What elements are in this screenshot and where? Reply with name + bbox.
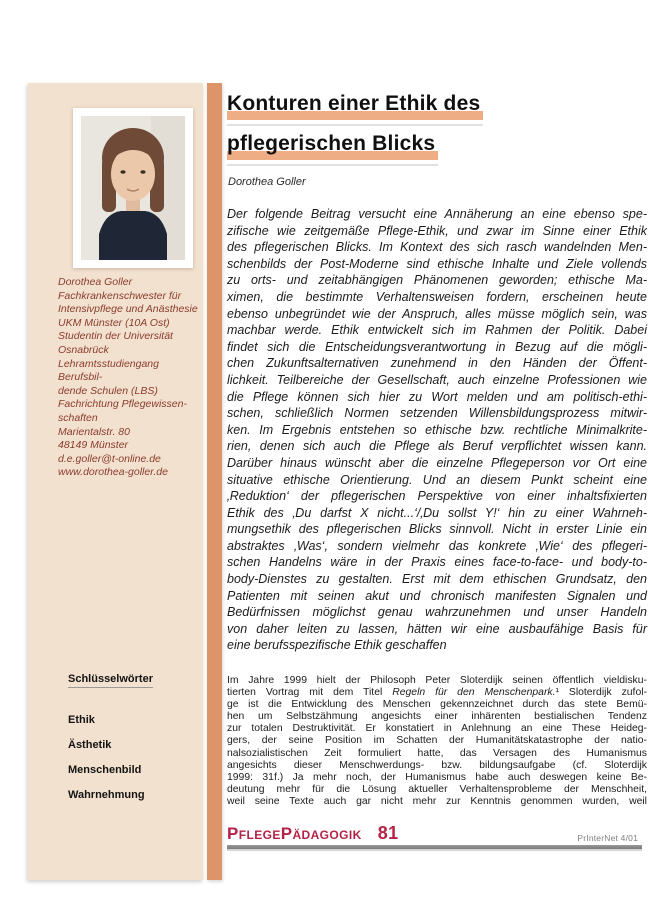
body-line: deutung mehr für die Lösung aktueller Verhaltensprobleme der Menschheit, <box>227 783 647 795</box>
abstract-line: von daher leiten zu lassen, hätten wir eine ausbaufähige Basis für <box>227 621 647 636</box>
abstract-line: machbar werde. Ethik entwickelt sich im Rahmen der Politik. Dabei <box>227 323 647 338</box>
bio-line: Dorothea Goller <box>58 276 133 288</box>
bio-line: Intensivpflege und Anästhesie <box>58 303 198 316</box>
cited-title: Regeln für den Menschenpark. <box>392 687 556 699</box>
body-line: angesichts dieser Menschwerdungs- bzw. bildungsaufgabe (cf. Sloterdijk <box>227 759 647 771</box>
bio-line: Fachkrankenschwester für <box>58 289 182 302</box>
abstract-line: rien, denen sich auch die Pflege als Beruf verpflichtet wissen kann. <box>227 439 647 454</box>
footer-issue-label: PrInterNet 4/01 <box>577 833 638 843</box>
abstract-line: Ethik des ‚Du darfst X nicht...‘/‚Du sollst Y!‘ hin zu einer Wahrneh- <box>227 505 647 520</box>
bio-line: dende Schulen (LBS) <box>58 384 158 397</box>
body-line: zur totalen Destruktivität. Er konstatiert in Anlehnung an eine These Heideg- <box>227 723 647 735</box>
abstract-line: eine berufsspezifische Ethik geschaffen <box>227 638 447 653</box>
abstract-line: zu orts- und zeitabhängigen Phänomenen geworden; ethische Ma- <box>227 273 647 288</box>
author-photo-frame <box>73 108 193 268</box>
abstract-line: schen Handelns wäre in der Praxis eines face-to-face- und body-to- <box>227 555 647 570</box>
bio-line: Fachrichtung Pflegewissen- <box>58 398 187 411</box>
abstract-line: die Pflege können sich hier zu Wort melden und am politisch-ethi- <box>227 389 647 404</box>
abstract-line: Bedürfnissen möglichst genau wahrzunehmen und unser Handeln <box>227 605 647 620</box>
accent-bar <box>207 83 222 880</box>
author-portrait-photo <box>81 116 185 260</box>
keyword-item: Ethik <box>68 714 95 726</box>
body-line: Im Jahre 1999 hielt der Philosoph Peter Sloterdijk seinen öffentlich vieldisku- <box>227 675 647 686</box>
abstract-line: Darüber hinaus wünscht aber die einzelne Pflegeperson vor Ort eine <box>227 455 647 470</box>
article-title <box>227 84 651 164</box>
abstract-line: mungsethik des pflegerischen Blicks sinnvoll. Nicht in erster Linie ein <box>227 522 647 537</box>
body-line: nalsozialistischen Zeit formuliert hatte, das Versagen des Humanismus <box>227 747 647 759</box>
body-line: weil seine Texte auch gar nicht mehr zur Kenntnis genommen wurden, weil <box>227 795 647 807</box>
abstract-line: ken. Im Ergebnis entstehen so ethische bzw. rechtliche Minimalkrite- <box>227 422 647 437</box>
body-line: 1999: 31f.) Ja mehr noch, der Humanismus habe auch deswegen keine Be- <box>227 771 647 783</box>
abstract-line: findet sich die Entscheidungsverantwortung in Bezug auf die mögli- <box>227 339 647 354</box>
body-paragraph <box>227 675 647 808</box>
keyword-item: Wahrnehmung <box>68 789 145 801</box>
body-line: hen um Selbstzähmung angesichts einer inhärenten bestialischen Tendenz <box>227 711 647 723</box>
body-line <box>227 687 647 699</box>
bio-line: 48149 Münster <box>58 439 129 452</box>
footer-rule <box>227 845 642 851</box>
sidebar-panel <box>28 83 203 880</box>
body-line: gers, der seine Position im Schatten der Humanitätskatastrophe der natio- <box>227 735 647 747</box>
bio-email: d.e.goller@t-online.de <box>58 452 161 465</box>
bio-line: schaften <box>58 411 98 424</box>
abstract-line: ebenso unbegründet wie der Anspruch, alles müsse möglich sein, was <box>227 306 647 321</box>
bio-line: Studentin der Universität <box>58 330 173 343</box>
abstract-line: abstraktes ‚Was‘, sondern vielmehr das konkrete ‚Wie‘ des pflegeri- <box>227 538 647 553</box>
author-bio <box>58 276 198 480</box>
author-name: Dorothea Goller <box>228 176 306 188</box>
bio-line: Marientalstr. 80 <box>58 425 130 438</box>
title-text: Konturen einer Ethik des <box>227 84 483 124</box>
keywords-heading <box>68 673 153 688</box>
keyword-item: Menschenbild <box>68 764 142 776</box>
abstract-line: ximen, die bestimmte Verhaltensweisen fordern, erscheinen heute <box>227 289 647 304</box>
abstract-line: des pflegerischen Blicks. Im Kontext des sich rasch wandelnden Men- <box>227 240 647 255</box>
bio-website: www.dorothea-goller.de <box>58 466 168 479</box>
abstract-line: situative ethische Orientierung. Und an diesem Punkt scheint eine <box>227 472 647 487</box>
abstract-line: schen, schließlich Normen setzenden Willensbildungsprozess mitwir- <box>227 406 647 421</box>
footer-journal-name <box>227 823 399 844</box>
body-line: ge ist die Entwicklung des Menschen gekennzeichnet durch das stete Bemü- <box>227 699 647 711</box>
bio-line: UKM Münster (10A Ost) <box>58 316 170 329</box>
abstract-line: schenbilds der Post-Moderne sind ethische Inhalte und Ziele vollends <box>227 256 647 271</box>
title-text: pflegerischen Blicks <box>227 124 438 164</box>
bio-line: Lehramtsstudiengang Berufsbil- <box>58 357 159 384</box>
bio-line: Osnabrück <box>58 343 109 356</box>
article-title-line-1 <box>227 84 651 124</box>
article-title-line-2 <box>227 124 651 164</box>
abstract-line: lichkeit. Teilbereiche der Gesellschaft, auch einzelne Professionen wie <box>227 372 647 387</box>
body-text-segment: ¹ Sloterdijk zufol- <box>555 687 647 699</box>
footer-page-number: 81 <box>377 823 399 843</box>
journal-name-label: PflegePädagogik <box>227 824 362 843</box>
abstract-line: Der folgende Beitrag versucht eine Annäherung an eine ebenso spe- <box>227 207 647 221</box>
keywords-heading-label: Schlüsselwörter <box>68 673 153 688</box>
abstract-line: body-Dienstes zu gestalten. Erst mit dem ethischen Grundsatz, den <box>227 572 647 587</box>
body-text-segment: tierten Vortrag mit dem Titel <box>227 687 393 699</box>
abstract-line: ‚Reduktion‘ der pflegerischen Perspektive von einer inhaltsfixierten <box>227 489 647 504</box>
keyword-item: Ästhetik <box>68 739 112 751</box>
keywords-list <box>68 708 145 808</box>
abstract-line: zifische wie zeitgemäße Pflege-Ethik, und zwar im Sinne einer Ethik <box>227 223 647 238</box>
abstract-paragraph <box>227 206 647 654</box>
abstract-line: Patienten mit seinen akut und chronisch manifesten Signalen und <box>227 588 647 603</box>
abstract-line: chen Zukunftsalternativen zunehmend in den Händen der Öffent- <box>227 356 647 371</box>
